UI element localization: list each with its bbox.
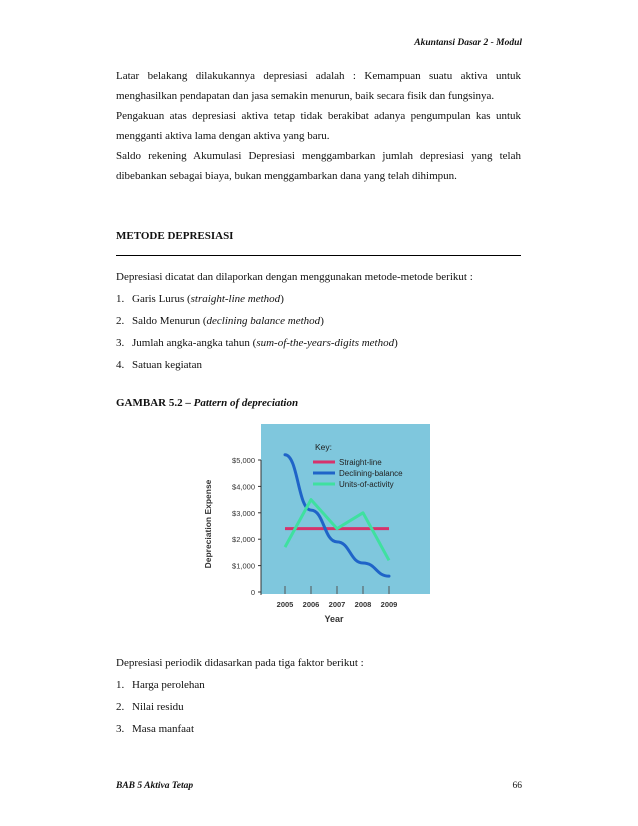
x-tick-label: 2007 <box>328 600 346 609</box>
y-axis-label: Depreciation Expense <box>203 479 213 569</box>
chart-svg <box>199 414 435 627</box>
intro-paragraph-2 <box>116 106 521 146</box>
y-tick-label: $3,000 <box>232 508 255 518</box>
intro-paragraph-1 <box>116 66 521 106</box>
text-line: menghasilkan pendapatan dan jasa semakin menurun, baik secara fisik dan fungsinya. <box>116 90 495 102</box>
method-term: declining balance method <box>206 315 321 327</box>
method-text: Garis Lurus ( <box>132 293 191 305</box>
figure-label: GAMBAR 5.2 – <box>116 397 194 409</box>
legend-title: Key: <box>315 442 333 452</box>
method-text: Jumlah angka-angka tahun ( <box>132 337 257 349</box>
factor-item <box>116 679 205 691</box>
legend-entry: Units-of-activity <box>339 480 394 489</box>
section-title: METODE DEPRESIASI <box>116 230 234 242</box>
list-number: 3. <box>116 337 125 349</box>
depreciation-chart <box>199 414 435 627</box>
x-axis-label: Year <box>324 614 344 624</box>
method-close: ) <box>280 293 284 305</box>
method-item <box>116 359 202 371</box>
method-item <box>116 293 284 305</box>
factor-text: Nilai residu <box>132 701 184 713</box>
list-number: 1. <box>116 293 125 305</box>
factor-item <box>116 723 194 735</box>
list-number: 4. <box>116 359 125 371</box>
factor-text: Masa manfaat <box>132 723 194 735</box>
methods-intro: Depresiasi dicatat dan dilaporkan dengan menggunakan metode-metode berikut : <box>116 271 473 283</box>
list-number: 2. <box>116 315 125 327</box>
x-tick-label: 2008 <box>354 600 372 609</box>
legend-entry: Straight-line <box>339 458 382 467</box>
method-term: sum-of-the-years-digits method <box>256 337 395 349</box>
method-term: straight-line method <box>190 293 281 305</box>
page-number: 66 <box>512 781 522 791</box>
figure-title: Pattern of depreciation <box>193 397 299 409</box>
figure-caption <box>116 397 298 409</box>
method-text: Saldo Menurun ( <box>132 315 207 327</box>
text-line: mengganti aktiva lama dengan aktiva yang baru. <box>116 130 330 142</box>
section-divider <box>116 255 521 256</box>
footer-chapter: BAB 5 Aktiva Tetap <box>116 781 194 791</box>
method-close: ) <box>394 337 398 349</box>
text-line: dibebankan sebagai biaya, bukan menggambarkan dana yang telah dihimpun. <box>116 170 457 182</box>
list-number: 2. <box>116 701 125 713</box>
text-line: Saldo rekening Akumulasi Depresiasi menggambarkan jumlah depresiasi yang telah <box>116 150 521 162</box>
plot-background <box>261 424 430 594</box>
factor-text: Harga perolehan <box>132 679 205 691</box>
running-header: Akuntansi Dasar 2 - Modul <box>414 38 522 48</box>
factors-intro: Depresiasi periodik didasarkan pada tiga faktor berikut : <box>116 657 364 669</box>
text-line: Latar belakang dilakukannya depresiasi adalah : Kemampuan suatu aktiva untuk <box>116 70 521 82</box>
list-number: 1. <box>116 679 125 691</box>
y-tick-label: $1,000 <box>232 561 255 571</box>
method-item <box>116 315 324 327</box>
x-tick-label: 2006 <box>302 600 320 609</box>
y-tick-label: $4,000 <box>232 482 255 492</box>
method-text: Satuan kegiatan <box>132 359 202 371</box>
method-close: ) <box>320 315 324 327</box>
factor-item <box>116 701 184 713</box>
y-tick-label: 0 <box>250 588 255 597</box>
x-tick-label: 2009 <box>380 600 398 609</box>
x-tick-label: 2005 <box>276 600 294 609</box>
text-line: Pengakuan atas depresiasi aktiva tetap tidak berakibat adanya pengumpulan kas untuk <box>116 110 521 122</box>
legend-entry: Declining-balance <box>339 469 403 478</box>
intro-paragraph-3 <box>116 146 521 186</box>
method-item <box>116 337 398 349</box>
y-tick-label: $5,000 <box>232 456 255 465</box>
list-number: 3. <box>116 723 125 735</box>
y-tick-label: $2,000 <box>232 535 255 545</box>
